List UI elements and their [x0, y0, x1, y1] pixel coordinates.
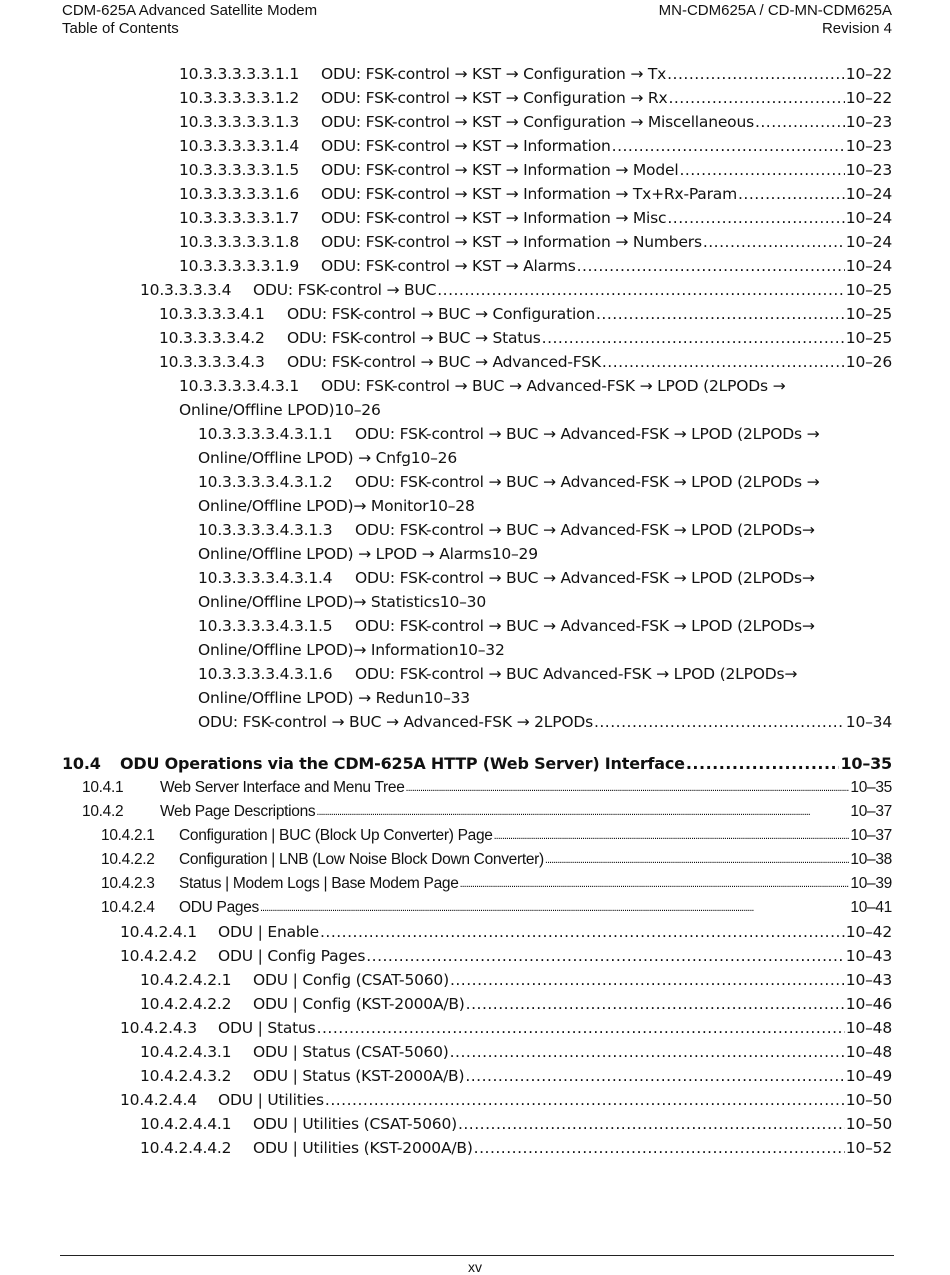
toc-entry[interactable]	[140, 1042, 892, 1062]
toc-entry-title: ODU | Config (CSAT-5060)	[253, 971, 449, 989]
toc-entry-page: 10–24	[845, 233, 892, 251]
toc-entry-page: 10–24	[845, 257, 892, 275]
toc-entry-title: ODU: FSK-control → BUC → Advanced-FSK → LPOD (2LPODs→	[355, 569, 815, 587]
toc-entry-title: ODU: FSK-control → BUC → Advanced-FSK	[287, 353, 601, 371]
toc-entry-title: ODU | Config (KST-2000A/B)	[253, 995, 465, 1013]
running-header-right	[659, 2, 892, 38]
toc-entry[interactable]	[198, 520, 892, 540]
toc-entry-title: ODU: FSK-control → BUC → Advanced-FSK → LPOD (2LPODs →	[355, 473, 820, 491]
toc-entry-page: 10–48	[845, 1019, 892, 1037]
toc-entry-page: 10–25	[845, 281, 892, 299]
toc-entry[interactable]	[179, 256, 892, 276]
section-title: Table of Contents	[62, 20, 179, 37]
toc-entry-title: Web Server Interface and Menu Tree	[160, 779, 405, 796]
toc-entry[interactable]	[198, 664, 892, 684]
toc-entry-number: 10.3.3.3.3.3.1.9	[179, 257, 300, 275]
toc-entry-number: 10.4.2.4.3.2	[140, 1067, 232, 1085]
running-header-left	[62, 2, 317, 38]
dot-leader	[667, 208, 844, 228]
toc-entry[interactable]	[101, 898, 892, 918]
toc-entry-title: ODU: FSK-control → BUC → Advanced-FSK → LPOD (2LPODs →	[355, 425, 820, 443]
toc-entry-page: 10–37	[850, 803, 892, 820]
toc-entry-number: 10.3.3.3.3.4.3.1.4	[198, 569, 333, 587]
toc-entry-title: ODU | Utilities (CSAT-5060)	[253, 1115, 457, 1133]
toc-entry-title: ODU: FSK-control → BUC Advanced-FSK → LPOD (2LPODs→	[355, 665, 798, 683]
toc-entry-number: 10.4.2.4.4.1	[140, 1115, 232, 1133]
toc-entry-page: 10–24	[845, 185, 892, 203]
toc-entry-number: 10.4	[62, 754, 101, 773]
toc-entry[interactable]	[179, 160, 892, 180]
dot-leader	[325, 1090, 845, 1110]
toc-entry[interactable]	[62, 754, 892, 774]
toc-entry-page: 10–25	[845, 305, 892, 323]
toc-entry-title: Online/Offline LPOD)→ Monitor	[198, 497, 429, 515]
toc-entry[interactable]	[140, 970, 892, 990]
toc-entry[interactable]	[120, 922, 892, 942]
toc-entry-title: ODU | Status	[218, 1019, 316, 1037]
document-number: MN-CDM625A / CD-MN-CDM625A	[658, 2, 892, 19]
toc-entry-page: 10–50	[845, 1091, 892, 1109]
toc-entry[interactable]	[140, 994, 892, 1014]
toc-entry[interactable]	[198, 544, 892, 564]
toc-entry-number: 10.4.2.3	[101, 875, 155, 892]
dot-leader	[668, 88, 844, 108]
toc-entry-page: 10–23	[845, 113, 892, 131]
toc-entry[interactable]	[159, 352, 892, 372]
dot-leader	[679, 160, 844, 180]
toc-entry[interactable]	[179, 208, 892, 228]
toc-entry-title: ODU: FSK-control → KST → Information	[321, 137, 611, 155]
toc-entry[interactable]	[159, 328, 892, 348]
dot-leader	[602, 352, 845, 372]
toc-entry-page: 10–50	[845, 1115, 892, 1133]
toc-entry[interactable]	[198, 448, 892, 468]
toc-entry[interactable]	[140, 280, 892, 300]
toc-entry-page: 10–52	[845, 1139, 892, 1157]
toc-entry-number: 10.3.3.3.3.4.3.1.1	[198, 425, 333, 443]
dot-leader	[466, 994, 845, 1014]
dot-leader	[366, 946, 845, 966]
toc-entry-title: ODU: FSK-control → KST → Alarms	[321, 257, 576, 275]
toc-entry-page: 10–25	[845, 329, 892, 347]
toc-entry-page: 10–26	[845, 353, 892, 371]
dot-leader	[437, 280, 845, 300]
document-title: CDM-625A Advanced Satellite Modem	[62, 2, 318, 19]
toc-entry[interactable]	[198, 592, 892, 612]
toc-entry-number: 10.3.3.3.3.3.1.1	[179, 65, 300, 83]
toc-entry-number: 10.3.3.3.3.3.1.4	[179, 137, 300, 155]
toc-entry-page: 10–26	[410, 449, 457, 467]
toc-entry-page: 10–28	[428, 497, 475, 515]
toc-entry[interactable]	[179, 184, 892, 204]
toc-entry-number: 10.4.2.4.2.2	[140, 995, 232, 1013]
dot-leader	[474, 1138, 845, 1158]
toc-entry-page: 10–48	[845, 1043, 892, 1061]
toc-entry[interactable]	[198, 640, 892, 660]
toc-entry-title: Configuration | LNB (Low Noise Block Down Converter)	[179, 851, 544, 868]
toc-entry-title: ODU: FSK-control → KST → Information → Tx+Rx-Param	[321, 185, 737, 203]
toc-entry-page: 10–46	[845, 995, 892, 1013]
page-number: xv	[468, 1259, 482, 1275]
dot-leader	[317, 1018, 845, 1038]
toc-entry-number: 10.4.2.4.1	[120, 923, 197, 941]
toc-entry-title: ODU: FSK-control → KST → Configuration → Miscellaneous	[321, 113, 754, 131]
toc-entry-number: 10.3.3.3.3.4.1	[159, 305, 265, 323]
toc-entry-title: ODU: FSK-control → KST → Information → Misc	[321, 209, 667, 227]
toc-entry[interactable]	[179, 376, 892, 396]
toc-entry-title: Web Page Descriptions	[160, 803, 316, 820]
toc-entry-title: Online/Offline LPOD) → Redun	[198, 689, 424, 707]
toc-entry[interactable]	[101, 826, 892, 846]
toc-entry-page: 10–42	[845, 923, 892, 941]
toc-entry[interactable]	[198, 472, 892, 492]
toc-entry[interactable]	[179, 400, 892, 420]
toc-entry-page: 10–22	[845, 89, 892, 107]
toc-entry-number: 10.3.3.3.3.3.1.6	[179, 185, 300, 203]
toc-entry-number: 10.3.3.3.3.4.3	[159, 353, 265, 371]
toc-entry[interactable]	[120, 1090, 892, 1110]
dot-leader	[667, 64, 845, 84]
dot-leader	[450, 970, 845, 990]
toc-entry-page: 10–24	[845, 209, 892, 227]
footer-rule	[60, 1255, 894, 1256]
toc-entry[interactable]	[179, 64, 892, 84]
toc-entry-page: 10–43	[845, 947, 892, 965]
toc-entry[interactable]	[179, 232, 892, 252]
toc-entry-title: ODU: FSK-control → KST → Information → Model	[321, 161, 679, 179]
toc-entry-title: ODU Operations via the CDM-625A HTTP (Web Server) Interface	[120, 754, 685, 773]
toc-entry-number: 10.4.2	[82, 803, 124, 820]
toc-entry-number: 10.4.2.4.2	[120, 947, 197, 965]
toc-entry[interactable]	[140, 1114, 892, 1134]
toc-entry[interactable]	[179, 136, 892, 156]
dot-leader	[406, 777, 850, 798]
dot-leader	[320, 922, 845, 942]
toc-entry[interactable]	[159, 304, 892, 324]
toc-entry[interactable]	[140, 1138, 892, 1158]
toc-entry-number: 10.3.3.3.3.4.2	[159, 329, 265, 347]
toc-entry-number: 10.4.2.4.2.1	[140, 971, 232, 989]
toc-entry-number: 10.3.3.3.3.3.1.8	[179, 233, 300, 251]
toc-entry-number: 10.3.3.3.3.4.3.1.2	[198, 473, 333, 491]
toc-entry-page: 10–26	[334, 401, 381, 419]
dot-leader	[465, 1066, 844, 1086]
toc-entry-title: Online/Offline LPOD) → Cnfg	[198, 449, 411, 467]
toc-entry-number: 10.3.3.3.3.3.1.3	[179, 113, 300, 131]
toc-entry-title: ODU | Enable	[218, 923, 319, 941]
toc-entry-number: 10.3.3.3.3.3.1.7	[179, 209, 300, 227]
toc-entry-title: ODU: FSK-control → BUC → Advanced-FSK → LPOD (2LPODs→	[355, 521, 815, 539]
toc-entry[interactable]	[179, 88, 892, 108]
toc-entry-page: 10–38	[850, 851, 892, 868]
toc-entry[interactable]	[82, 802, 892, 822]
toc-entry[interactable]	[198, 496, 892, 516]
toc-entry-title: ODU: FSK-control → BUC → Status	[287, 329, 541, 347]
dot-leader	[260, 897, 849, 918]
toc-entry-page: 10–35	[840, 754, 892, 773]
dot-leader	[596, 304, 845, 324]
dot-leader	[494, 825, 850, 846]
toc-entry-number: 10.3.3.3.3.4.3.1.5	[198, 617, 333, 635]
toc-entry-page: 10–29	[491, 545, 538, 563]
toc-entry[interactable]	[198, 712, 892, 732]
toc-entry[interactable]	[198, 568, 892, 588]
toc-entry-page: 10–33	[423, 689, 470, 707]
dot-leader	[612, 136, 845, 156]
toc-entry-title: ODU: FSK-control → BUC → Configuration	[287, 305, 595, 323]
revision-label: Revision 4	[821, 20, 892, 37]
toc-entry[interactable]	[179, 112, 892, 132]
toc-entry[interactable]	[101, 850, 892, 870]
toc-entry-page: 10–32	[458, 641, 505, 659]
toc-entry-title: ODU | Status (CSAT-5060)	[253, 1043, 449, 1061]
toc-entry[interactable]	[198, 616, 892, 636]
toc-entry-page: 10–35	[850, 779, 892, 796]
dot-leader	[755, 112, 845, 132]
toc-entry-page: 10–22	[845, 65, 892, 83]
toc-entry-title: ODU | Status (KST-2000A/B)	[253, 1067, 465, 1085]
toc-entry-title: ODU | Config Pages	[218, 947, 366, 965]
toc-entry-title: Online/Offline LPOD)	[179, 401, 335, 419]
toc-entry[interactable]	[82, 778, 892, 798]
toc-entry-number: 10.4.1	[82, 779, 124, 796]
toc-entry-title: Configuration | BUC (Block Up Converter) Page	[179, 827, 493, 844]
toc-entry-page: 10–37	[850, 827, 892, 844]
dot-leader	[686, 754, 840, 774]
toc-entry-title: ODU: FSK-control → KST → Configuration → Rx	[321, 89, 668, 107]
dot-leader	[545, 849, 849, 870]
toc-entry-number: 10.4.2.4	[101, 899, 155, 916]
toc-entry-number: 10.3.3.3.3.4	[140, 281, 232, 299]
toc-entry-title: ODU | Utilities	[218, 1091, 324, 1109]
toc-entry-page: 10–41	[850, 899, 892, 916]
toc-entry-title: Online/Offline LPOD)→ Statistics	[198, 593, 440, 611]
toc-entry-title: ODU: FSK-control → BUC	[253, 281, 437, 299]
dot-leader	[577, 256, 845, 276]
toc-entry-number: 10.4.2.1	[101, 827, 155, 844]
toc-entry-page: 10–23	[845, 161, 892, 179]
toc-entry-page: 10–30	[439, 593, 486, 611]
toc-entry-title: ODU: FSK-control → KST → Information → Numbers	[321, 233, 702, 251]
toc-entry-page: 10–49	[845, 1067, 892, 1085]
dot-leader	[458, 1114, 845, 1134]
toc-entry-title: ODU: FSK-control → BUC → Advanced-FSK → LPOD (2LPODs→	[355, 617, 815, 635]
toc-entry-page: 10–39	[850, 875, 892, 892]
toc-entry-title: Online/Offline LPOD) → LPOD → Alarms	[198, 545, 492, 563]
dot-leader	[316, 801, 849, 822]
toc-entry-number: 10.3.3.3.3.4.3.1.3	[198, 521, 333, 539]
toc-entry-number: 10.4.2.4.3.1	[140, 1043, 232, 1061]
toc-entry-page: 10–43	[845, 971, 892, 989]
toc-entry[interactable]	[198, 424, 892, 444]
toc-entry-title: Status | Modem Logs | Base Modem Page	[179, 875, 459, 892]
dot-leader	[450, 1042, 845, 1062]
toc-entry-title: ODU: FSK-control → BUC → Advanced-FSK → LPOD (2LPODs →	[321, 377, 786, 395]
toc-entry[interactable]	[140, 1066, 892, 1086]
toc-entry-number: 10.3.3.3.3.4.3.1	[179, 377, 300, 395]
dot-leader	[738, 184, 845, 204]
dot-leader	[542, 328, 845, 348]
toc-entry-title: ODU: FSK-control → BUC → Advanced-FSK → 2LPODs	[198, 713, 593, 731]
toc-entry-title: ODU Pages	[179, 899, 259, 916]
dot-leader	[460, 873, 850, 894]
toc-entry-number: 10.3.3.3.3.3.1.2	[179, 89, 300, 107]
toc-entry-page: 10–23	[845, 137, 892, 155]
toc-entry-number: 10.3.3.3.3.4.3.1.6	[198, 665, 333, 683]
toc-entry[interactable]	[101, 874, 892, 894]
toc-entry-page: 10–34	[845, 713, 892, 731]
toc-entry-title: ODU | Utilities (KST-2000A/B)	[253, 1139, 473, 1157]
toc-entry[interactable]	[120, 946, 892, 966]
toc-entry-number: 10.4.2.4.4.2	[140, 1139, 232, 1157]
toc-entry-number: 10.3.3.3.3.3.1.5	[179, 161, 300, 179]
toc-entry-title: ODU: FSK-control → KST → Configuration → Tx	[321, 65, 667, 83]
toc-entry[interactable]	[198, 688, 892, 708]
toc-entry-number: 10.4.2.4.4	[120, 1091, 197, 1109]
dot-leader	[703, 232, 845, 252]
dot-leader	[594, 712, 845, 732]
toc-entry-title: Online/Offline LPOD)→ Information	[198, 641, 459, 659]
toc-entry-number: 10.4.2.2	[101, 851, 155, 868]
toc-entry[interactable]	[120, 1018, 892, 1038]
toc-entry-number: 10.4.2.4.3	[120, 1019, 197, 1037]
